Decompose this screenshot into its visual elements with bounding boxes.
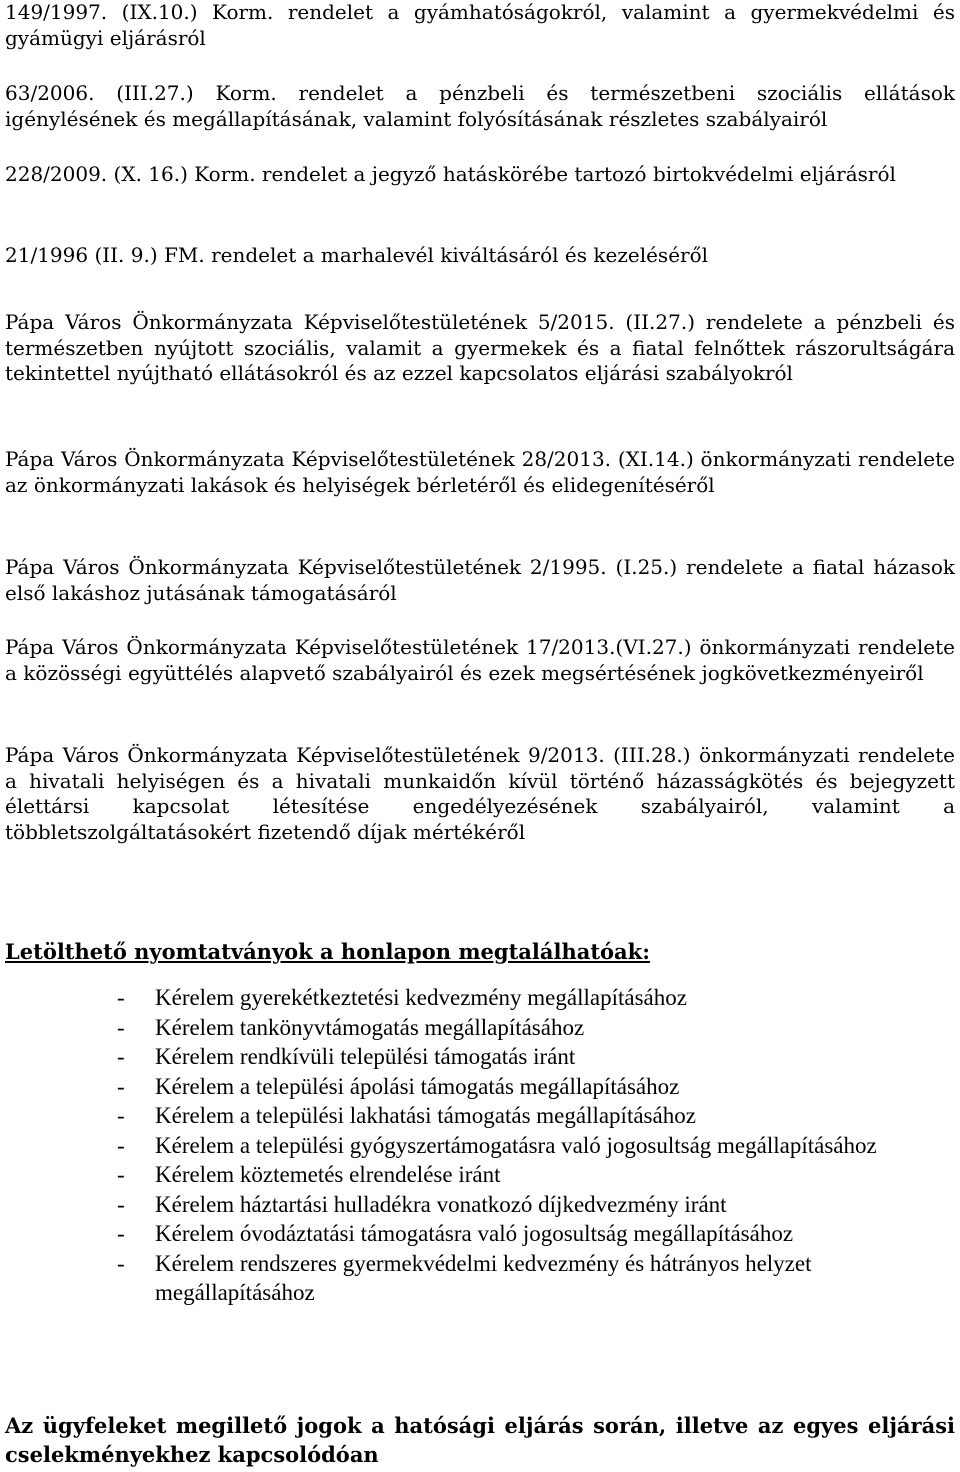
form-link[interactable]: Kérelem a települési ápolási támogatás megállapításához xyxy=(155,1073,680,1099)
list-item[interactable] xyxy=(117,1160,937,1190)
list-dash: - xyxy=(117,1191,125,1217)
form-link[interactable]: Kérelem köztemetés elrendelése iránt xyxy=(155,1162,501,1187)
list-item[interactable] xyxy=(117,1249,937,1308)
form-link[interactable]: Kérelem óvodáztatási támogatásra való jogosultság megállapításához xyxy=(155,1221,794,1246)
form-link[interactable]: Kérelem a települési gyógyszertámogatásra való jogosultság megállapításához xyxy=(155,1132,877,1158)
regulation-4: 21/1996 (II. 9.) FM. rendelet a marhalevél kiváltásáról és kezeléséről xyxy=(5,243,709,267)
form-link[interactable]: Kérelem háztartási hulladékra vonatkozó díjkedvezmény iránt xyxy=(155,1191,727,1217)
form-link[interactable]: Kérelem rendszeres gyermekvédelmi kedvezmény és hátrányos helyzet megállapításához xyxy=(155,1250,812,1305)
list-dash: - xyxy=(117,1073,125,1099)
regulation-9: Pápa Város Önkormányzata Képviselőtestületének 9/2013. (III.28.) önkormányzati rendelete a hivatali helyiségen és a hivatali munkaidőn kívül történő házasságkötés és bejegyzett élettársi kapcsolat létesítése engedélyezésének szabályairól, valamint a többletszolgáltatásokért fizetendő díjak mértékéről xyxy=(5,743,955,844)
list-item[interactable] xyxy=(117,983,937,1013)
list-item[interactable] xyxy=(117,1219,937,1249)
list-item[interactable] xyxy=(117,1042,937,1072)
regulation-5: Pápa Város Önkormányzata Képviselőtestületének 5/2015. (II.27.) rendelete a pénzbeli és természetben nyújtott szociális, valamit a gyermekek és a fiatal felnőttek rászorultságára tekintettel nyújtható ellátásokról és az ezzel kapcsolatos eljárási szabályokról xyxy=(5,310,955,385)
list-item[interactable] xyxy=(117,1101,937,1131)
list-item[interactable] xyxy=(117,1131,937,1161)
regulation-2: 63/2006. (III.27.) Korm. rendelet a pénzbeli és természetbeni szociális ellátások igénylésének és megállapításának, valamint folyósításának részletes szabályairól xyxy=(5,81,955,131)
forms-list xyxy=(117,983,937,1308)
list-dash: - xyxy=(117,1221,125,1246)
list-item[interactable] xyxy=(117,1072,937,1102)
list-dash: - xyxy=(117,1162,125,1187)
list-dash: - xyxy=(117,1132,125,1158)
list-item[interactable] xyxy=(117,1190,937,1220)
list-dash: - xyxy=(117,1250,125,1276)
form-link[interactable]: Kérelem rendkívüli települési támogatás iránt xyxy=(155,1044,576,1069)
regulation-3: 228/2009. (X. 16.) Korm. rendelet a jegyző hatáskörébe tartozó birtokvédelmi eljárásról xyxy=(5,162,896,186)
form-link[interactable]: Kérelem a települési lakhatási támogatás megállapításához xyxy=(155,1103,696,1128)
form-link[interactable]: Kérelem tankönyvtámogatás megállapításához xyxy=(155,1014,585,1040)
list-dash: - xyxy=(117,1014,125,1040)
regulation-6: Pápa Város Önkormányzata Képviselőtestületének 28/2013. (XI.14.) önkormányzati rendelete az önkormányzati lakások és helyiségek bérletéről és elidegenítéséről xyxy=(5,447,955,497)
regulation-1: 149/1997. (IX.10.) Korm. rendelet a gyámhatóságokról, valamint a gyermekvédelmi és gyámügyi eljárásról xyxy=(5,0,955,50)
list-item[interactable] xyxy=(117,1013,937,1043)
regulation-8: Pápa Város Önkormányzata Képviselőtestületének 17/2013.(VI.27.) önkormányzati rendelete a közösségi együttélés alapvető szabályairól és ezek megsértésének jogkövetkezményeiről xyxy=(5,635,955,685)
list-dash: - xyxy=(117,985,125,1010)
rights-heading: Az ügyfeleket megillető jogok a hatósági eljárás során, illetve az egyes eljárási cselekményekhez kapcsolódóan xyxy=(5,1413,955,1467)
list-dash: - xyxy=(117,1044,125,1069)
forms-heading: Letölthető nyomtatványok a honlapon megtalálhatóak: xyxy=(5,939,650,964)
regulation-7: Pápa Város Önkormányzata Képviselőtestületének 2/1995. (I.25.) rendelete a fiatal házasok első lakáshoz jutásának támogatásáról xyxy=(5,555,955,605)
list-dash: - xyxy=(117,1103,125,1128)
form-link[interactable]: Kérelem gyerekétkeztetési kedvezmény megállapításához xyxy=(155,985,687,1010)
